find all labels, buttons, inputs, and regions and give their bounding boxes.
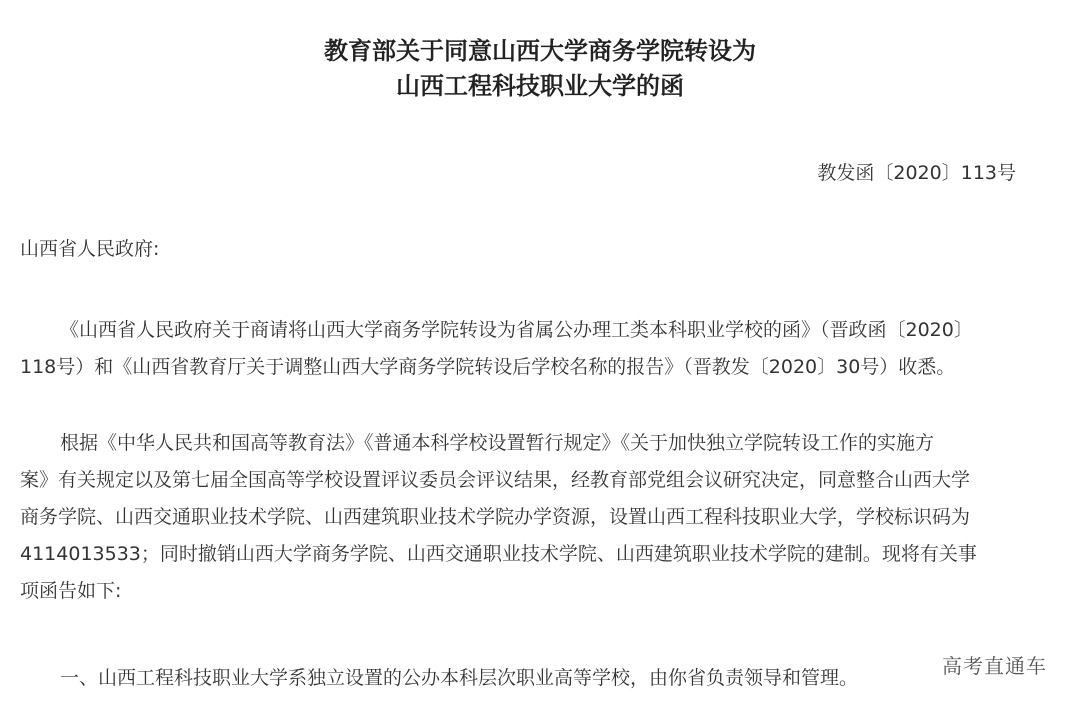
paragraph-line: 《山西省人民政府关于商请将山西大学商务学院转设为省属公办理工类本科职业学校的函》（晋政函〔2020〕 bbox=[60, 319, 973, 341]
watermark-text: 高考直通车 bbox=[942, 654, 1047, 678]
paragraph-line: 4114013533；同时撤销山西大学商务学院、山西交通职业技术学院、山西建筑职业技术学院的建制。现将有关事 bbox=[20, 543, 977, 565]
paragraph-line: 一、山西工程科技职业大学系独立设置的公办本科层次职业高等学校，由你省负责领导和管理。 bbox=[60, 667, 859, 689]
paragraph-acknowledgement bbox=[20, 312, 1065, 386]
paragraph-line: 项函告如下: bbox=[20, 580, 122, 602]
paragraph-line: 案》有关规定以及第七届全国高等学校设置评议委员会评议结果，经教育部党组会议研究决定，同意整合山西大学 bbox=[20, 469, 971, 491]
paragraph-line: 商务学院、山西交通职业技术学院、山西建筑职业技术学院办学资源，设置山西工程科技职业大学，学校标识码为 bbox=[20, 506, 971, 528]
paragraph-line: 118号）和《山西省教育厅关于调整山西大学商务学院转设后学校名称的报告》（晋教发〔2020〕30号）收悉。 bbox=[20, 356, 956, 378]
document-title-line-2: 山西工程科技职业大学的函 bbox=[396, 72, 684, 100]
document-title-line-1: 教育部关于同意山西大学商务学院转设为 bbox=[324, 37, 756, 65]
document-number: 教发函〔2020〕113号 bbox=[817, 162, 1016, 184]
paragraph-decision bbox=[20, 425, 1065, 610]
addressee: 山西省人民政府: bbox=[20, 238, 160, 260]
paragraph-item-one bbox=[20, 660, 1065, 697]
paragraph-line: 根据《中华人民共和国高等教育法》《普通本科学校设置暂行规定》《关于加快独立学院转设工作的实施方 bbox=[60, 432, 935, 454]
